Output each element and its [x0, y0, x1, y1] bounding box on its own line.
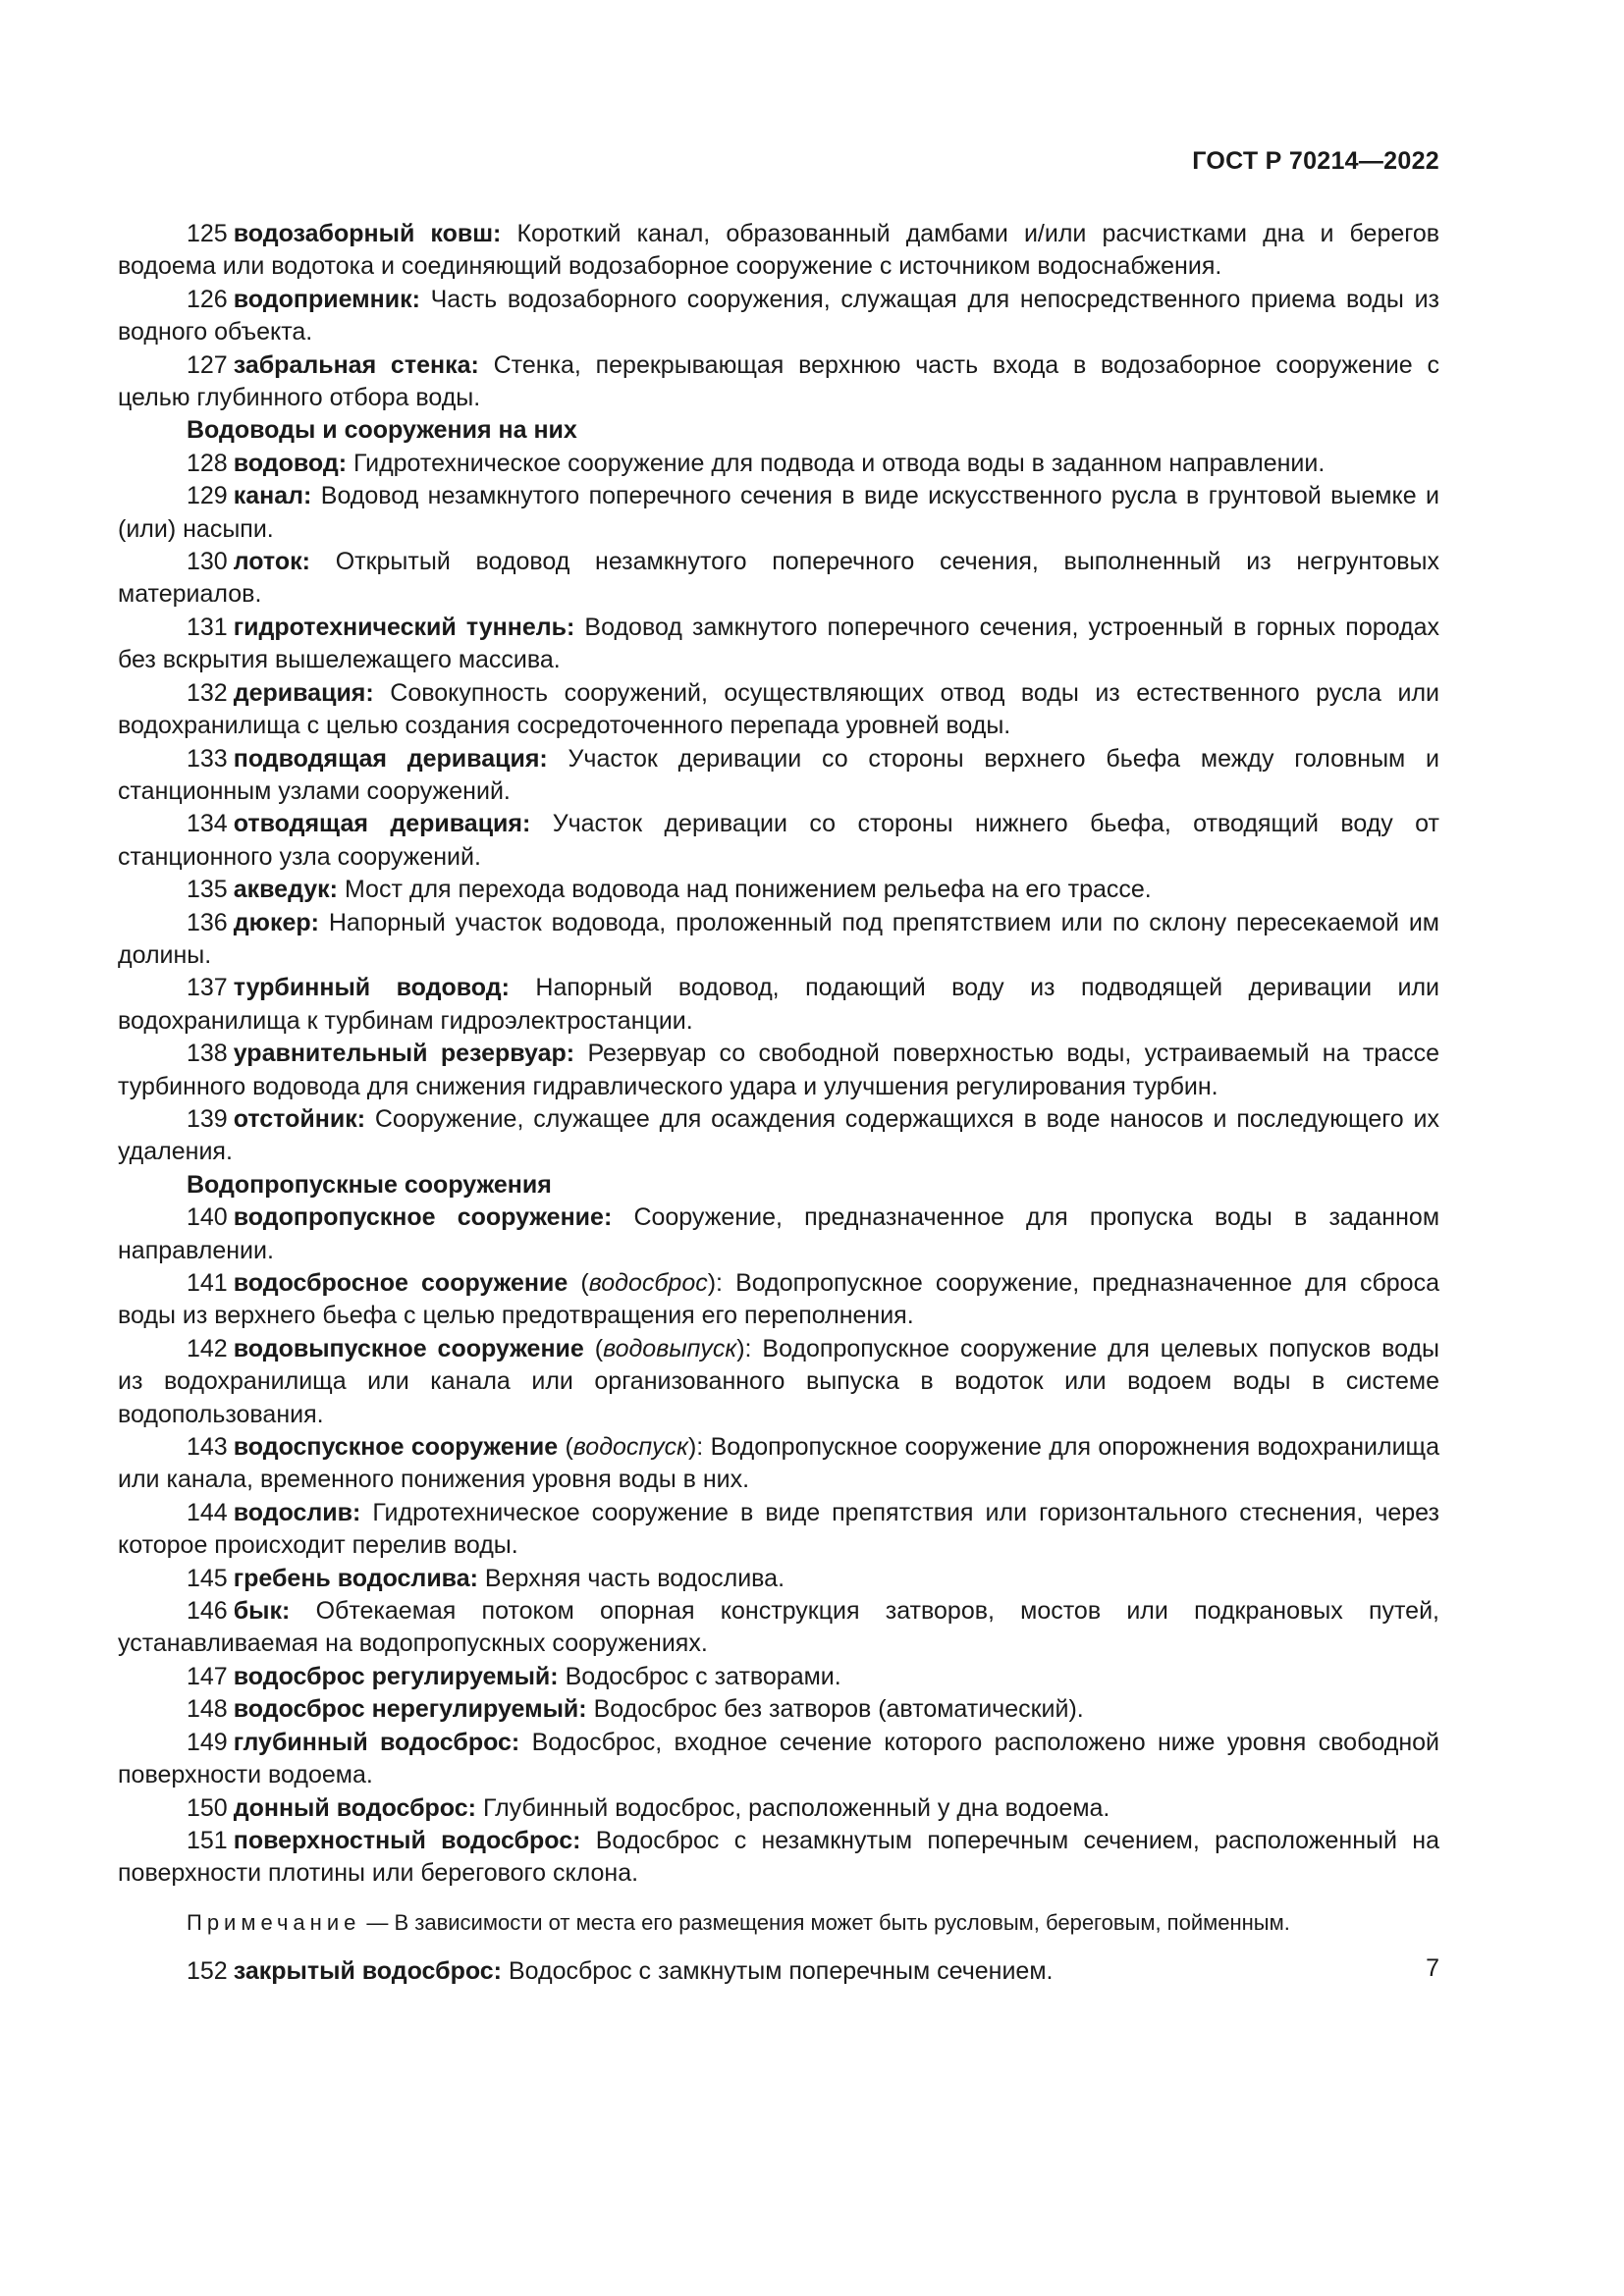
term-entry: [118, 1563, 1439, 1595]
term-number: 133: [187, 744, 228, 773]
term-definition: Водосброс с затворами.: [565, 1662, 841, 1690]
term-number: 135: [187, 876, 228, 904]
term-separator: [319, 909, 329, 936]
term-entry: [118, 1595, 1439, 1661]
term-separator: [574, 1040, 587, 1067]
term-number: 143: [187, 1433, 228, 1462]
term-definition: Короткий канал, образованный дамбами и/или расчистками дна и берегов водоема или водотока и соединяющий водозаборное сооружение с источником водоснабжения.: [118, 220, 1440, 281]
term-separator: [530, 810, 552, 837]
term-separator: [420, 286, 431, 313]
term-number: 125: [187, 220, 228, 247]
term-entry: [118, 1038, 1439, 1103]
term-separator: [519, 1729, 531, 1756]
term-separator: [478, 1565, 485, 1592]
term-number: 149: [187, 1728, 228, 1756]
term-name: водозаборный ковш:: [233, 220, 502, 247]
term-number: 147: [187, 1662, 228, 1690]
term-name: водоприемник:: [233, 285, 420, 313]
term-definition: Часть водозаборного сооружения, служащая для непосредственного приема воды из водного объекта.: [118, 285, 1439, 347]
term-entry: [118, 1727, 1439, 1792]
term-number: 144: [187, 1498, 228, 1526]
term-separator: [559, 1663, 566, 1690]
term-name: дюкер:: [233, 908, 319, 936]
term-entry: 141 водосбросное сооружение (водосброс): Водопропускное сооружение, предназначенное для сброса воды из верхнего бьефа с целью предотвращения его переполнения.: [118, 1269, 1439, 1330]
term-entry: [118, 480, 1439, 546]
term-name: закрытый водосброс:: [233, 1956, 503, 1985]
term-separator: [338, 876, 345, 903]
term-entry: [118, 612, 1439, 677]
term-number: 139: [187, 1104, 228, 1133]
term-separator: [587, 1695, 594, 1723]
term-name: водовод:: [233, 449, 348, 477]
section-subheading: Водоводы и сооружения на них: [187, 416, 577, 445]
term-definition: Обтекаемая потоком опорная конструкция затворов, мостов или подкрановых путей, устанавливаемая на водопропускных сооружениях.: [118, 1597, 1439, 1658]
term-number: 129: [187, 482, 228, 510]
term-definition: Верхняя часть водослива.: [484, 1564, 785, 1592]
term-number: 127: [187, 350, 228, 379]
term-separator: [501, 220, 516, 247]
term-number: 146: [187, 1597, 228, 1626]
term-entry: [118, 907, 1439, 973]
term-entry: 143 водоспускное сооружение (водоспуск): Водопропускное сооружение для опорожнения водохранилища или канала, временного понижения уровня воды в них.: [118, 1433, 1440, 1494]
term-definition: Водосброс с незамкнутым поперечным сечением, расположенный на поверхности плотины или берегового склона.: [118, 1826, 1439, 1888]
term-definition: Напорный водовод, подающий воду из подводящей деривации или водохранилища к турбинам гидроэлектростанции.: [118, 974, 1440, 1035]
term-synonym: водосброс: [588, 1269, 708, 1297]
note-text: — В зависимости от места его размещения может быть русловым, береговым, пойменным.: [366, 1909, 1290, 1935]
term-definition: Стенка, перекрывающая верхнюю часть входа в водозаборное сооружение с целью глубинного отбора воды.: [118, 350, 1439, 412]
term-number: 142: [187, 1334, 228, 1362]
term-name: акведук:: [233, 876, 338, 904]
term-number: 140: [187, 1203, 228, 1232]
term-definition: Водосброс, входное сечение которого расположено ниже уровня свободной поверхности водоема.: [118, 1728, 1439, 1789]
term-separator: [311, 482, 320, 509]
term-definition: Напорный участок водовода, проложенный под препятствием или по склону пересекаемой им долины.: [118, 908, 1439, 969]
term-number: 137: [187, 974, 228, 1002]
term-name: водопропускное сооружение:: [233, 1203, 613, 1232]
term-name: водосброс нерегулируемый:: [233, 1695, 587, 1724]
term-definition: Гидротехническое сооружение для подвода и отвода воды в заданном направлении.: [352, 449, 1326, 477]
term-entry: [118, 972, 1439, 1038]
term-definition: Сооружение, предназначенное для пропуска воды в заданном направлении.: [118, 1203, 1440, 1264]
term-entry: [118, 1103, 1439, 1169]
note: [118, 1908, 1439, 1938]
term-number: 148: [187, 1695, 228, 1724]
term-entry: [118, 284, 1439, 349]
term-entry: [118, 1661, 1439, 1693]
term-number: 136: [187, 908, 228, 936]
term-definition: Водопропускное сооружение для опорожнения водохранилища или канала, временного понижения уровня воды в них.: [118, 1433, 1440, 1494]
term-name: уравнительный резервуар:: [233, 1040, 575, 1068]
term-definition: Водосброс с замкнутым поперечным сечением.: [508, 1956, 1054, 1985]
term-definition: Водосброс без затворов (автоматический).: [593, 1695, 1084, 1724]
term-number: 151: [187, 1826, 228, 1854]
term-number: 152: [187, 1956, 228, 1985]
term-separator: [502, 1957, 509, 1985]
term-number: 150: [187, 1793, 228, 1822]
term-synonym: водовыпуск: [603, 1334, 737, 1362]
term-entry: 142 водовыпускное сооружение (водовыпуск): Водопропускное сооружение для целевых попусков воды из водохранилища или канала или организованного выпуска в водоток или водоем воды в системе водопользования.: [118, 1334, 1439, 1428]
term-synonym: водоспуск: [572, 1433, 688, 1462]
term-separator: [574, 614, 584, 641]
term-separator: [360, 1499, 372, 1526]
note-label: Примечание: [187, 1909, 361, 1935]
term-entry: [118, 546, 1439, 612]
term-name: донный водосброс:: [233, 1793, 476, 1822]
term-number: 138: [187, 1040, 228, 1068]
term-entry: [118, 677, 1439, 743]
term-definition: Участок деривации со стороны нижнего бьефа, отводящий воду от станционного узла сооружений.: [118, 810, 1439, 871]
term-name: отстойник:: [233, 1104, 366, 1133]
document-code-header: ГОСТ Р 70214—2022: [1192, 147, 1439, 175]
term-number: 131: [187, 613, 228, 641]
term-separator: ):: [736, 1334, 763, 1362]
term-name: гребень водослива:: [233, 1564, 478, 1592]
term-definition: Глубинный водосброс, расположенный у дна водоема.: [482, 1793, 1110, 1822]
term-number: 141: [187, 1269, 228, 1297]
term-separator: ):: [707, 1269, 736, 1297]
term-name: турбинный водовод:: [233, 974, 510, 1002]
term-separator: [310, 548, 336, 575]
term-name: глубинный водосброс:: [233, 1728, 520, 1756]
term-definition: Открытый водовод незамкнутого поперечного сечения, выполненный из негрунтовых материалов.: [118, 548, 1439, 609]
term-entry: [118, 874, 1439, 906]
term-entry: [118, 1201, 1439, 1267]
term-name: бык:: [233, 1597, 291, 1626]
term-number: 130: [187, 548, 228, 576]
term-separator: [580, 1827, 595, 1854]
term-entry: [118, 1792, 1439, 1825]
term-entry: [118, 1497, 1439, 1563]
term-separator: ):: [687, 1433, 711, 1462]
term-definition: Водовод незамкнутого поперечного сечения в виде искусственного русла в грунтовой выемке и (или) насыпи.: [118, 482, 1439, 543]
term-name: водоспускное сооружение: [233, 1433, 559, 1462]
term-definition: Резервуар со свободной поверхностью воды, устраиваемый на трассе турбинного водовода для снижения гидравлического удара и улучшения регулирования турбин.: [118, 1040, 1440, 1100]
term-name: водосбросное сооружение: [233, 1269, 568, 1297]
term-definition: Сооружение, служащее для осаждения содержащихся в воде наносов и последующего их удаления.: [118, 1104, 1439, 1166]
term-entry: [118, 1693, 1439, 1726]
term-name: водослив:: [233, 1498, 361, 1526]
term-definition: Водопропускное сооружение для целевых попусков воды из водохранилища или канала или организованного выпуска в водоток или водоем воды в системе водопользования.: [118, 1334, 1439, 1428]
term-definition: Участок деривации со стороны верхнего бьефа между головным и станционным узлами сооружений.: [118, 744, 1439, 805]
term-definition: Водовод замкнутого поперечного сечения, устроенный в горных породах без вскрытия вышележащего массива.: [118, 613, 1439, 674]
term-separator: [365, 1105, 375, 1133]
term-entry: [118, 218, 1439, 284]
term-number: 132: [187, 678, 228, 707]
term-separator: [347, 450, 353, 477]
term-entry: [118, 808, 1439, 874]
term-definition: Гидротехническое сооружение в виде препятствия или горизонтального стеснения, через которое происходит перелив воды.: [118, 1498, 1439, 1560]
section-subheading: Водопропускные сооружения: [187, 1170, 552, 1199]
term-separator: [290, 1597, 315, 1625]
term-name: лоток:: [233, 548, 310, 576]
term-separator: [479, 351, 494, 379]
term-separator: [510, 974, 535, 1001]
term-entry: [118, 1825, 1439, 1891]
term-number: 126: [187, 285, 228, 313]
term-name: гидротехнический туннель:: [233, 613, 575, 641]
document-body: [118, 218, 1439, 1988]
term-entry: [118, 349, 1439, 415]
term-entry: [118, 448, 1439, 480]
term-separator: [612, 1203, 633, 1231]
term-name: поверхностный водосброс:: [233, 1826, 581, 1854]
term-name: канал:: [233, 482, 312, 510]
term-separator: [476, 1794, 483, 1822]
term-number: 128: [187, 449, 228, 477]
term-entry: [118, 743, 1439, 809]
term-definition: Совокупность сооружений, осуществляющих отвод воды из естественного русла или водохранилища с целью создания сосредоточенного перепада уровней воды.: [118, 678, 1439, 740]
term-name: деривация:: [233, 678, 374, 707]
term-name: подводящая деривация:: [233, 744, 548, 773]
term-name: забральная стенка:: [233, 350, 479, 379]
term-definition: Мост для перехода водовода над понижением рельефа на его трассе.: [344, 876, 1152, 904]
term-separator: [548, 745, 568, 773]
term-number: 145: [187, 1564, 228, 1592]
term-name: отводящая деривация:: [233, 810, 531, 838]
term-name: водосброс регулируемый:: [233, 1662, 559, 1690]
term-separator: [374, 679, 391, 707]
term-name: водовыпускное сооружение: [233, 1334, 584, 1362]
term-number: 134: [187, 810, 228, 838]
term-definition: Водопропускное сооружение, предназначенное для сброса воды из верхнего бьефа с целью предотвращения его переполнения.: [118, 1269, 1439, 1330]
term-entry: [118, 1955, 1439, 1988]
page-number: 7: [1426, 1954, 1439, 1982]
